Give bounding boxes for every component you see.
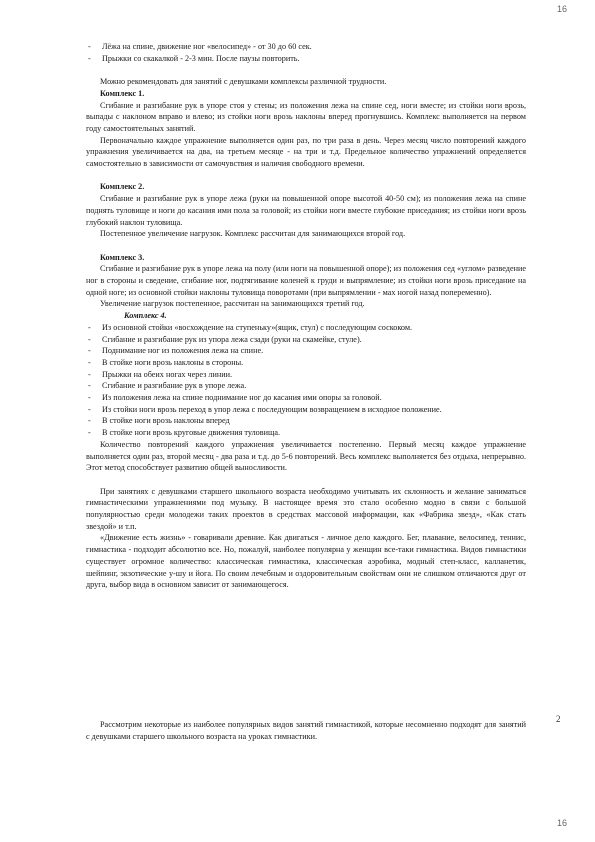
complex4-list [86,322,526,439]
complex4-title: Комплекс 4. [124,311,167,321]
list-item: - Из основной стойки «восхождение на ступеньку»(ящик, стул) с последующим соскоком. [86,322,526,334]
side-page-number: 2 [556,714,561,724]
paragraph: Сгибание и разгибание рук в упоре лежа на полу (или ноги на повышенной опоре); из положения сед «углом» разведение ног в стороны и сведение, сгибание ног, подтягивание коленей к груди и выпрямление; из стойки ноги врозь приседание на одной ноге; из основной стойки наклоны туловища поворотами (при выпрямлении - мах ногой назад попеременно). [86,264,526,297]
paragraph: Увеличение нагрузок постепенное, рассчитан на занимающихся третий год. [100,299,365,309]
list-item: - Сгибание и разгибание рук в упоре лежа. [86,380,526,392]
paragraph: «Движение есть жизнь» - говаривали древние. Как двигаться - личное дело каждого. Бег, плавание, велосипед, теннис, гимнастика - подходит абсолютно все. Но, пожалуй, наиболее популярна у женщин все-таки гимнастика. Видов гимнастики существует огромное количество: классическая гимнастика, классическая аэробика, модный степ-класс, калланетик, шейпинг, экзотические у-шу и йога. По своим лечебным и оздоровительным свойствам они не слишком отличаются друг от друга, выбор вида в основном зависит от занимающегося. [86,533,526,590]
list-item: - Лёжа на спине, движение ног «велосипед» - от 30 до 60 сек. [86,41,526,53]
intro-paragraph: Можно рекомендовать для занятий с девушками комплексы различной трудности. [100,77,387,87]
paragraph: Постепенное увеличение нагрузок. Комплекс рассчитан для занимающихся второй год. [100,229,406,239]
list-item: - Поднимание ног из положения лежа на спине. [86,345,526,357]
paragraph: Сгибание и разгибание рук в упоре стоя у стены; из положения лежа на спине сед, ноги вместе; из стойки ноги врозь, выпады с наклоном вправо и влево; из стойки ноги врозь наклоны вперед прогнувшись. Комплекс выполняется на первом году самостоятельных занятий. [86,100,526,133]
paragraph: Количество повторений каждого упражнения увеличивается постепенно. Первый месяц каждое упражнение выполняется один раз, второй месяц - два раза и т.д. до 5-6 повторений. Весь комплекс выполняется без отдыха, непрерывно. Этот метод способствует развитию общей выносливости. [86,439,526,473]
document-body [86,41,526,591]
top-exercise-list [86,41,526,64]
complex2-title: Комплекс 2. [100,182,145,192]
bottom-paragraph-block [86,719,526,742]
list-item: - В стойке ноги врозь наклоны в стороны. [86,357,526,369]
complex1-title: Комплекс 1. [100,88,145,98]
list-item: - Прыжки на обеих ногах через линии. [86,369,526,381]
list-item: - Из положения лежа на спине поднимание ног до касания ими опоры за головой. [86,392,526,404]
list-item: - В стойке ноги врозь наклоны вперед [86,415,526,427]
paragraph: При занятиях с девушками старшего школьного возраста необходимо учитывать их склонность и желание заниматься гимнастическими упражнениями под музыку. В настоящее время это стало особенно модно в связи с большой популярностью среди молодежи таких проектов в средствах массовой информации, как «Фабрика звезд», «Как стать звездой» и т.п. [86,486,526,531]
page-number-top: 16 [556,4,567,14]
list-item: - Из стойки ноги врозь переход в упор лежа с последующим возвращением в исходное положение. [86,404,526,416]
page-number-bottom: 16 [556,818,567,828]
list-item: - Прыжки со скакалкой - 2-3 мин. После паузы повторить. [86,53,526,65]
list-item: - Сгибание и разгибание рук из упора лежа сзади (руки на скамейке, стуле). [86,334,526,346]
paragraph: Первоначально каждое упражнение выполняется один раз, по три раза в день. Через месяц число повторений каждого упражнения увеличивается на два, на третьем месяце - на три и т.д. Предельное количество упражнений определяется самостоятельно в зависимости от самочувствия и наличия свободного времени. [86,135,526,169]
complex3-title: Комплекс 3. [100,252,145,262]
paragraph: Сгибание и разгибание рук в упоре лежа (руки на повышенной опоре высотой 40-50 см); из положения лежа на спине поднять туловище и ноги до касания ими пола за головой; из стойки ноги вместе глубокие приседания; из стойки ноги врозь глубокий наклон туловища. [86,194,526,227]
paragraph: Рассмотрим некоторые из наиболее популярных видов занятий гимнастикой, которые несомненно подходят для занятий с девушками старшего школьного возраста на уроках гимнастики. [86,720,526,741]
list-item: - В стойке ноги врозь круговые движения туловища. [86,427,526,439]
